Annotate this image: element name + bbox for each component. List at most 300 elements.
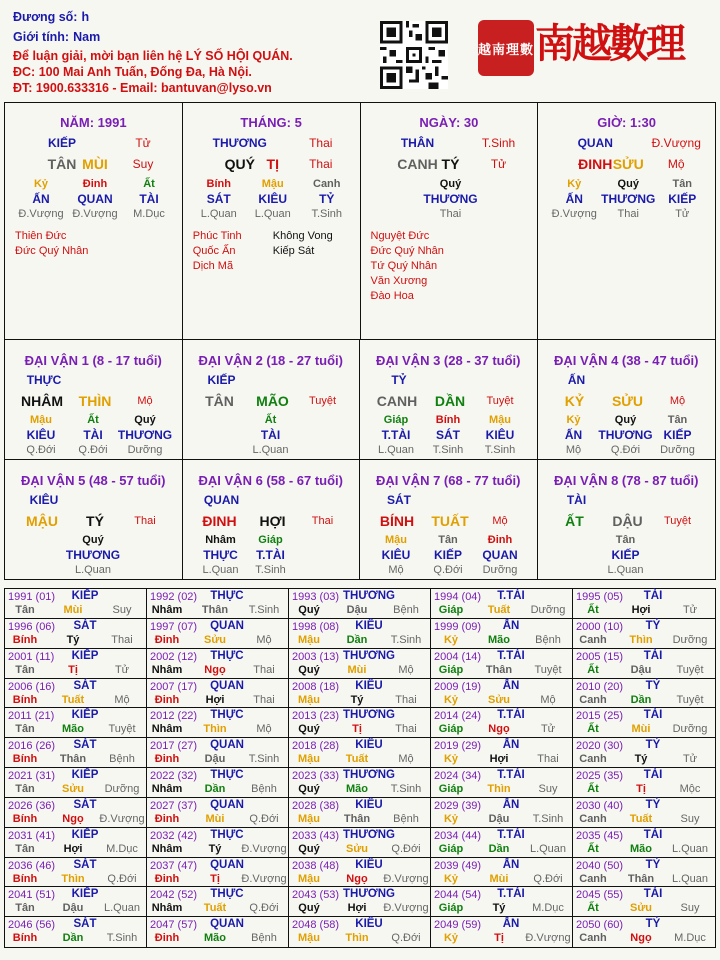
year-branch: Mùi	[631, 723, 651, 736]
luck-branch: DẬU	[612, 512, 643, 529]
year-stem: Canh	[579, 693, 607, 706]
year-god: T.TÀI	[497, 590, 525, 602]
year-stage: Tuyệt	[676, 693, 704, 706]
year-branch: Tuất	[487, 604, 511, 616]
year-branch: Thìn	[629, 633, 653, 646]
year-god: QUAN	[210, 918, 244, 931]
luck-stem: CANH	[376, 393, 418, 409]
luck-stage: Tuyệt	[486, 395, 514, 407]
luck-stage: Tuyệt	[308, 395, 337, 407]
year-stem: Nhâm	[151, 663, 183, 676]
year-stem: Quý	[298, 663, 320, 676]
year-cell	[147, 738, 289, 768]
year-stage: Đ.Vượng	[383, 872, 429, 885]
hidden-god: THƯƠNG	[601, 192, 656, 206]
luck-stem: ĐINH	[202, 512, 237, 529]
year-stem: Quý	[298, 604, 320, 616]
gender-label: Giới tính:	[13, 30, 70, 44]
year-branch: Sửu	[629, 902, 653, 915]
year-cell	[5, 738, 147, 768]
year-stem: Mậu	[298, 633, 320, 646]
year-label: 2007 (17)	[150, 680, 198, 693]
year-branch: Ngọ	[488, 723, 510, 736]
year-cell	[147, 649, 289, 679]
year-cell	[5, 828, 147, 858]
year-stage: Mộ	[256, 633, 272, 646]
year-god: THƯƠNG	[343, 649, 395, 662]
year-branch: Dần	[630, 693, 652, 706]
year-stem: Giáp	[438, 783, 464, 795]
pillar-month	[183, 103, 361, 339]
year-label: 2024 (34)	[434, 770, 482, 782]
luck-stage: Tuyệt	[663, 514, 692, 527]
hidden-stage: T.Sinh	[311, 208, 343, 220]
earthly-branch: SỬU	[612, 156, 644, 172]
year-cell	[289, 649, 431, 679]
luck-title: ĐẠI VẬN 1 (8 - 17 tuổi)	[24, 353, 162, 368]
year-branch: Mùi	[63, 604, 83, 616]
year-god: TỶ	[645, 619, 661, 632]
luck-title: ĐẠI VẬN 7 (68 - 77 tuổi)	[376, 472, 521, 488]
year-stem: Canh	[579, 753, 607, 766]
year-branch: Thìn	[203, 723, 227, 736]
year-cell	[5, 798, 147, 828]
pillar-title: NĂM: 1991	[60, 115, 127, 130]
year-cell	[147, 589, 289, 619]
year-stage: Q.Đới	[391, 842, 421, 855]
earthly-branch: MÙI	[82, 156, 108, 172]
year-stem: Mậu	[298, 693, 320, 706]
hidden-god: QUAN	[77, 192, 113, 206]
luck-title: ĐẠI VẬN 2 (18 - 27 tuổi)	[198, 353, 343, 368]
year-stem: Đinh	[154, 872, 180, 885]
year-cell	[289, 589, 431, 619]
year-god: KIÊU	[355, 679, 383, 692]
year-label: 2010 (20)	[576, 680, 624, 693]
pillar-title: NGÀY: 30	[419, 115, 479, 130]
year-stem: Quý	[298, 783, 320, 795]
year-label: 1996 (06)	[8, 620, 56, 633]
hidden-stage: Đ.Vượng	[551, 208, 597, 220]
luck-hidden-stage: Mộ	[388, 563, 404, 576]
year-stage: Đ.Vượng	[99, 812, 145, 825]
star-list-2	[273, 229, 333, 259]
year-stem: Giáp	[438, 723, 464, 736]
year-branch: Tý	[350, 693, 364, 706]
luck-cell-3	[360, 340, 538, 460]
luck-hidden-stage: Q.Đới	[26, 444, 56, 456]
year-stem: Tân	[15, 604, 35, 616]
luck-branch: SỬU	[611, 393, 644, 409]
year-stage: T.Sinh	[106, 932, 138, 945]
year-stage: Q.Đới	[391, 932, 421, 945]
year-branch: Dần	[346, 633, 368, 646]
hidden-stem: Kỷ	[33, 178, 49, 190]
year-label: 2050 (60)	[576, 919, 624, 932]
year-stage: Tuyệt	[534, 663, 562, 676]
year-stage: Mộ	[114, 693, 130, 706]
luck-cell-4	[538, 340, 716, 460]
year-cell	[289, 828, 431, 858]
luck-hidden-god: T.TÀI	[381, 428, 411, 442]
year-stage: Tử	[682, 753, 698, 766]
year-branch: Tý	[66, 633, 80, 646]
year-cell	[573, 887, 715, 917]
year-god: TỶ	[645, 918, 661, 931]
year-cell	[147, 708, 289, 738]
hidden-god: SÁT	[206, 192, 231, 206]
luck-hidden-stem: Ất	[87, 414, 99, 426]
year-stem: Nhâm	[151, 604, 183, 616]
year-god: QUAN	[210, 798, 244, 811]
hidden-stage: Thai	[617, 208, 639, 220]
year-god: THƯƠNG	[343, 709, 395, 722]
year-stem: Ất	[587, 902, 599, 915]
year-god: T.TÀI	[497, 709, 525, 722]
luck-branch: THÌN	[78, 393, 112, 409]
year-branch: Mùi	[205, 812, 225, 825]
so-label: Đương số:	[13, 10, 78, 24]
luck-title: ĐẠI VẬN 8 (78 - 87 tuổi)	[554, 472, 699, 488]
hidden-god: THƯƠNG	[423, 192, 478, 206]
year-label: 2043 (53)	[292, 889, 340, 902]
luck-stem: MẬU	[26, 512, 58, 529]
year-stem: Mậu	[298, 753, 320, 766]
year-stage: Suy	[680, 902, 700, 915]
star-item: Không Vong	[272, 230, 333, 242]
year-god: ẤN	[502, 619, 520, 632]
year-cell	[431, 649, 573, 679]
year-cell	[289, 798, 431, 828]
hidden-stem: Bính	[206, 178, 231, 190]
year-god: T.TÀI	[497, 769, 525, 781]
year-cell	[573, 649, 715, 679]
year-stage: Q.Đới	[249, 812, 279, 825]
annual-years-table	[4, 588, 716, 948]
year-branch: Hợi	[347, 902, 367, 915]
year-label: 2009 (19)	[434, 680, 482, 693]
year-stage: T.Sinh	[248, 604, 280, 616]
hidden-stem: Quý	[439, 178, 462, 190]
luck-cell-6	[183, 460, 361, 580]
hidden-stem: Đinh	[82, 178, 108, 190]
year-branch: Dậu	[488, 812, 510, 825]
year-god: TỶ	[645, 679, 661, 692]
red-seal-logo: 越南理數	[478, 20, 534, 76]
year-cell	[573, 858, 715, 888]
year-branch: Thìn	[61, 872, 85, 885]
luck-stage: Mộ	[669, 395, 686, 407]
hidden-stage: Thai	[439, 208, 462, 220]
hidden-stage: L.Quan	[254, 208, 291, 220]
year-stem: Kỷ	[443, 812, 459, 825]
luck-god: TÀI	[566, 492, 587, 507]
year-stage: Đ.Vượng	[241, 842, 287, 855]
luck-hidden-god: QUAN	[482, 547, 518, 562]
year-branch: Hợi	[631, 604, 651, 616]
year-branch: Sửu	[61, 783, 85, 795]
god-top: KIẾP	[47, 136, 76, 150]
luck-hidden-god: KIÊU	[485, 428, 515, 442]
year-cell	[5, 679, 147, 709]
year-stem: Nhâm	[151, 902, 183, 915]
year-god: KIÊU	[355, 918, 383, 931]
year-stage: Dưỡng	[672, 723, 708, 736]
year-cell	[573, 798, 715, 828]
year-stage: Tuyệt	[108, 723, 136, 736]
luck-hidden-stem: Bính	[435, 414, 461, 426]
luck-stem: TÂN	[205, 393, 234, 409]
year-stem: Kỷ	[443, 872, 459, 885]
hidden-stem: Canh	[313, 178, 341, 190]
luck-branch: TUẤT	[431, 512, 469, 529]
luck-hidden-stage: T.Sinh	[432, 444, 464, 456]
luck-hidden-stage: L.Quan	[607, 563, 644, 576]
year-stage: Tử	[114, 663, 130, 676]
star-item: Phúc Tinh	[192, 230, 242, 242]
year-stem: Đinh	[154, 753, 180, 766]
year-stem: Nhâm	[151, 783, 183, 795]
year-cell	[289, 679, 431, 709]
luck-hidden-god: THƯƠNG	[117, 428, 173, 442]
year-branch: Tị	[68, 663, 78, 676]
year-stage: Bệnh	[393, 812, 419, 825]
year-god: KIẾP	[71, 769, 99, 781]
luck-hidden-stem: Giáp	[383, 414, 409, 426]
pillar-hour	[538, 103, 715, 339]
year-label: 2030 (40)	[576, 799, 624, 812]
year-stage: Thai	[253, 693, 275, 706]
luck-hidden-stem: Nhâm	[205, 533, 236, 546]
star-item: Nguyệt Đức	[370, 230, 430, 242]
year-cell	[5, 589, 147, 619]
year-stem: Ất	[587, 663, 599, 676]
year-god: T.TÀI	[497, 888, 525, 901]
luck-god: SÁT	[387, 492, 411, 507]
year-branch: Ngọ	[204, 663, 226, 676]
year-cell	[5, 887, 147, 917]
year-cell	[147, 679, 289, 709]
year-stage: Thai	[111, 633, 133, 646]
year-cell	[147, 619, 289, 649]
year-god: SÁT	[73, 798, 97, 811]
year-stage: M.Dục	[532, 902, 564, 915]
luck-branch: MÃO	[256, 393, 289, 409]
year-stem: Kỷ	[443, 932, 459, 945]
year-cell	[573, 738, 715, 768]
luck-god: THỰC	[26, 373, 62, 387]
year-god: THƯƠNG	[343, 888, 395, 901]
so-line	[13, 10, 89, 24]
year-branch: Tuất	[629, 812, 653, 825]
god-right: T.Sinh	[481, 136, 516, 150]
year-stem: Mậu	[298, 812, 320, 825]
year-label: 2023 (33)	[292, 770, 340, 782]
year-stem: Ất	[587, 723, 599, 736]
brand-logo-text: 南越數理	[535, 20, 683, 67]
luck-cell-1	[5, 340, 183, 460]
year-stem: Bính	[12, 633, 38, 646]
star-list	[15, 229, 88, 259]
year-label: 1994 (04)	[434, 591, 482, 603]
luck-hidden-stem: Kỷ	[566, 414, 581, 426]
year-stem: Quý	[298, 842, 320, 855]
year-label: 2002 (12)	[150, 650, 198, 663]
year-stage: Suy	[680, 812, 700, 825]
year-branch: Ngọ	[346, 872, 368, 885]
year-branch: Dậu	[346, 604, 368, 616]
year-god: SÁT	[73, 619, 97, 632]
luck-hidden-stem: Quý	[614, 414, 637, 426]
year-label: 2047 (57)	[150, 919, 198, 932]
luck-cell-7	[360, 460, 538, 580]
year-label: 2013 (23)	[292, 710, 340, 723]
gender-value: Nam	[73, 30, 101, 44]
year-cell	[289, 738, 431, 768]
year-branch: Thân	[343, 812, 371, 825]
year-stage: Bệnh	[393, 604, 419, 616]
luck-stem: ẤT	[565, 512, 584, 529]
star-list	[193, 229, 242, 274]
year-stage: Bệnh	[109, 753, 135, 766]
year-stem: Bính	[12, 872, 38, 885]
luck-hidden-stem: Quý	[134, 414, 156, 426]
year-god: KIÊU	[355, 619, 383, 632]
year-god: SÁT	[73, 918, 97, 931]
luck-stem: KỶ	[564, 393, 585, 409]
year-stage: M.Dục	[106, 842, 138, 855]
year-label: 1992 (02)	[150, 591, 198, 603]
year-cell	[5, 768, 147, 798]
star-item: Dịch Mã	[192, 260, 234, 272]
year-cell	[147, 828, 289, 858]
year-god: KIẾP	[71, 888, 99, 901]
year-god: QUAN	[210, 619, 244, 632]
year-branch: Sửu	[487, 693, 511, 706]
year-stage: Suy	[112, 604, 132, 616]
star-item: Quốc Ấn	[192, 245, 236, 257]
year-cell	[573, 589, 715, 619]
hidden-god: TỶ	[319, 192, 335, 206]
luck-hidden-stem: Tân	[615, 533, 636, 546]
hidden-god: KIẾP	[668, 192, 697, 206]
luck-hidden-god: THƯƠNG	[598, 428, 653, 442]
page-header	[0, 0, 720, 100]
year-label: 2046 (56)	[8, 919, 56, 932]
year-stem: Giáp	[438, 604, 464, 616]
hidden-god: ẤN	[565, 192, 583, 206]
year-stem: Tân	[15, 842, 35, 855]
year-god: QUAN	[210, 739, 244, 752]
year-god: ẤN	[502, 858, 520, 871]
year-branch: Tuất	[203, 902, 227, 915]
year-stage: T.Sinh	[390, 633, 422, 646]
year-stem: Quý	[298, 902, 320, 915]
year-label: 2004 (14)	[434, 650, 482, 663]
year-god: THƯƠNG	[343, 828, 395, 841]
year-branch: Hợi	[205, 693, 225, 706]
year-label: 2001 (11)	[8, 650, 55, 663]
hidden-stage: Đ.Vượng	[18, 208, 64, 220]
year-cell	[573, 768, 715, 798]
year-god: KIÊU	[355, 739, 383, 752]
pillar-title: GIỜ: 1:30	[597, 115, 657, 130]
year-stage: Đ.Vượng	[525, 932, 571, 945]
luck-hidden-stem: Quý	[82, 533, 104, 546]
year-god: THỰC	[210, 769, 244, 781]
year-god: TỶ	[645, 798, 661, 811]
year-stage: Mộ	[256, 723, 272, 736]
year-label: 2008 (18)	[292, 680, 340, 693]
year-label: 2034 (44)	[434, 829, 482, 842]
stage-text: Thai	[309, 157, 333, 171]
year-stage: M.Dục	[674, 932, 706, 945]
year-stage: Dưỡng	[104, 783, 140, 795]
year-cell	[431, 858, 573, 888]
luck-cell-2	[183, 340, 361, 460]
year-god: THỰC	[210, 828, 244, 841]
year-label: 2042 (52)	[150, 889, 198, 902]
luck-hidden-god: THỰC	[203, 547, 238, 562]
year-god: TÀI	[643, 888, 663, 901]
heavenly-stem: QUÝ	[224, 156, 255, 172]
year-god: THỰC	[210, 888, 244, 901]
year-god: SÁT	[73, 679, 97, 692]
year-branch: Thìn	[487, 783, 511, 795]
year-cell	[431, 887, 573, 917]
year-stem: Tân	[15, 723, 35, 736]
year-cell	[5, 917, 147, 947]
star-item: Kiếp Sát	[272, 245, 315, 257]
year-branch: Mão	[62, 723, 84, 736]
year-branch: Tị	[210, 872, 220, 885]
year-label: 1997 (07)	[150, 620, 198, 633]
year-stem: Canh	[579, 872, 607, 885]
year-stage: Mộ	[398, 753, 414, 766]
year-label: 1999 (09)	[434, 620, 482, 633]
star-item: Đào Hoa	[370, 290, 414, 302]
star-list	[371, 229, 444, 304]
four-pillars-table	[4, 102, 716, 340]
year-branch: Tuất	[345, 753, 369, 766]
year-stem: Mậu	[298, 872, 320, 885]
luck-god: KIÊU	[29, 492, 59, 507]
year-god: THỰC	[210, 590, 244, 602]
luck-hidden-stem: Mậu	[385, 533, 407, 546]
luck-hidden-stage: Q.Đới	[433, 563, 463, 576]
hidden-stem: Ất	[143, 178, 155, 190]
year-cell	[5, 858, 147, 888]
luck-hidden-stem: Đinh	[487, 533, 513, 546]
year-stem: Giáp	[438, 842, 464, 855]
star-item: Đức Quý Nhân	[370, 245, 444, 257]
luck-branch: HỢI	[259, 512, 286, 529]
hidden-stem: Quý	[617, 178, 639, 190]
year-label: 2012 (22)	[150, 710, 198, 723]
year-stage: Mộc	[679, 783, 701, 795]
year-stem: Bính	[12, 812, 38, 825]
year-god: THƯƠNG	[343, 769, 395, 781]
year-branch: Tý	[492, 902, 506, 915]
year-cell	[289, 619, 431, 649]
year-stem: Canh	[579, 633, 607, 646]
stage-text: Tử	[490, 157, 507, 171]
year-cell	[147, 887, 289, 917]
year-stage: T.Sinh	[532, 812, 564, 825]
earthly-branch: TÝ	[441, 156, 460, 172]
year-branch: Mão	[630, 842, 652, 855]
year-stage: Q.Đới	[249, 902, 279, 915]
